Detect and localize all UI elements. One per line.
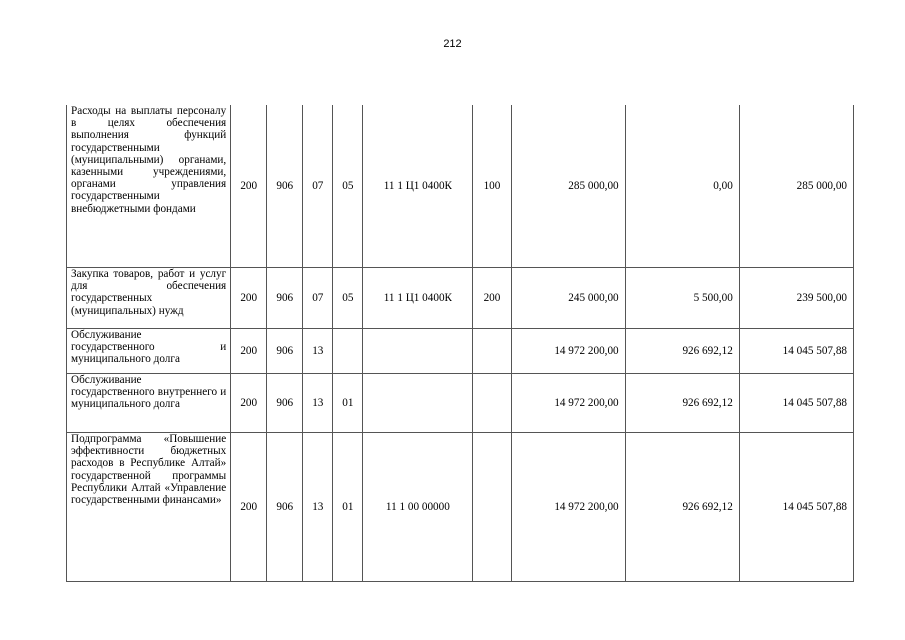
- target-article-cell: [363, 329, 473, 374]
- amount-cell: 5 500,00: [625, 268, 739, 329]
- amount-cell: 0,00: [625, 105, 739, 268]
- page-number: 212: [443, 38, 462, 50]
- budget-table: [66, 105, 854, 582]
- subsection-cell: 05: [333, 268, 363, 329]
- row-name: Закупка товаров, работ и услуг для обеспечения государственных (муниципальных) нужд: [67, 268, 231, 329]
- code-cell: 200: [231, 329, 267, 374]
- table-row: [67, 374, 854, 433]
- row-name: Подпрограмма «Повышение эффективности бюджетных расходов в Республике Алтай» государственной программы Республики Алтай «Управление государственными финансами»: [67, 433, 231, 582]
- section-cell: 13: [303, 433, 333, 582]
- amount-cell: 14 045 507,88: [739, 329, 853, 374]
- section-cell: 07: [303, 268, 333, 329]
- amount-cell: 14 045 507,88: [739, 374, 853, 433]
- amount-cell: 245 000,00: [511, 268, 625, 329]
- code-cell: 906: [267, 268, 303, 329]
- code-cell: 200: [231, 433, 267, 582]
- code-cell: 906: [267, 105, 303, 268]
- code-cell: 906: [267, 374, 303, 433]
- code-cell: 906: [267, 433, 303, 582]
- expense-type-cell: 200: [473, 268, 511, 329]
- subsection-cell: 01: [333, 374, 363, 433]
- code-cell: 200: [231, 374, 267, 433]
- expense-type-cell: [473, 433, 511, 582]
- row-name: Обслуживание государственного внутреннего и муниципального долга: [67, 374, 231, 433]
- section-cell: 13: [303, 329, 333, 374]
- amount-cell: 926 692,12: [625, 374, 739, 433]
- amount-cell: 14 972 200,00: [511, 329, 625, 374]
- row-name: Расходы на выплаты персоналу в целях обеспечения выполнения функций государственными (муниципальными) органами, казенными учреждениями, органами управления государственными внебюджетными фондами: [67, 105, 231, 268]
- amount-cell: 14 972 200,00: [511, 433, 625, 582]
- target-article-cell: [363, 374, 473, 433]
- subsection-cell: [333, 329, 363, 374]
- amount-cell: 926 692,12: [625, 433, 739, 582]
- code-cell: 200: [231, 268, 267, 329]
- code-cell: 906: [267, 329, 303, 374]
- amount-cell: 285 000,00: [739, 105, 853, 268]
- target-article-cell: 11 1 Ц1 0400К: [363, 105, 473, 268]
- row-name: Обслуживание государственного и муниципального долга: [67, 329, 231, 374]
- amount-cell: 285 000,00: [511, 105, 625, 268]
- section-cell: 07: [303, 105, 333, 268]
- target-article-cell: 11 1 Ц1 0400К: [363, 268, 473, 329]
- table-row: [67, 105, 854, 268]
- subsection-cell: 01: [333, 433, 363, 582]
- target-article-cell: 11 1 00 00000: [363, 433, 473, 582]
- table-row: [67, 329, 854, 374]
- section-cell: 13: [303, 374, 333, 433]
- amount-cell: 14 045 507,88: [739, 433, 853, 582]
- expense-type-cell: 100: [473, 105, 511, 268]
- table-row: [67, 433, 854, 582]
- code-cell: 200: [231, 105, 267, 268]
- subsection-cell: 05: [333, 105, 363, 268]
- amount-cell: 14 972 200,00: [511, 374, 625, 433]
- expense-type-cell: [473, 374, 511, 433]
- table-row: [67, 268, 854, 329]
- amount-cell: 926 692,12: [625, 329, 739, 374]
- expense-type-cell: [473, 329, 511, 374]
- amount-cell: 239 500,00: [739, 268, 853, 329]
